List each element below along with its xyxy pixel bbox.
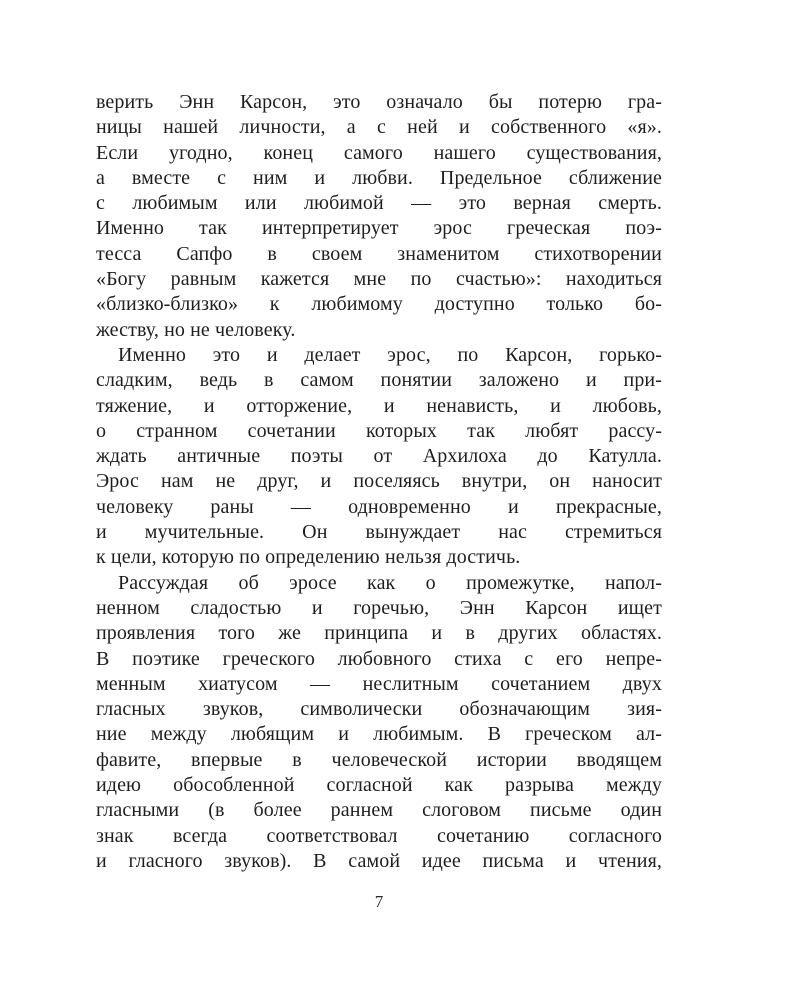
text-line: и гласного звуков). В самой идее письма и чтения, <box>96 849 662 872</box>
text-line: «близко-близко» к любимому доступно только бо- <box>96 293 662 316</box>
text-line: Эрос нам не друг, и поселяясь внутри, он наносит <box>96 470 662 493</box>
text-line: с любимым или любимой — это верная смерть. <box>96 192 662 215</box>
text-line: менным хиатусом — неслитным сочетанием двух <box>96 672 662 695</box>
text-line: тяжение, и отторжение, и ненависть, и любовь, <box>96 394 662 417</box>
text-line: Если угодно, конец самого нашего существования, <box>96 141 662 164</box>
text-line: фавите, впервые в человеческой истории вводящем <box>96 748 662 771</box>
text-line: верить Энн Карсон, это означало бы потерю гра- <box>96 91 662 113</box>
text-line: и мучительные. Он вынуждает нас стремиться <box>96 521 662 544</box>
page-text <box>96 90 662 874</box>
text-line: проявления того же принципа и в других областях. <box>96 622 662 645</box>
text-line: гласных звуков, символически обозначающим зия- <box>96 698 662 721</box>
text-line: а вместе с ним и любви. Предельное сближение <box>96 166 662 189</box>
text-line: к цели, которую по определению нельзя достичь. <box>96 546 521 569</box>
text-line: Именно это и делает эрос, по Карсон, горько- <box>118 343 662 366</box>
text-line: знак всегда соответствовал сочетанию согласного <box>96 824 662 847</box>
text-line: идею обособленной согласной как разрыва между <box>96 774 662 797</box>
text-line: ние между любящим и любимым. В греческом ал- <box>96 723 662 746</box>
text-line: Рассуждая об эросе как о промежутке, напол- <box>118 571 662 594</box>
text-line: гласными (в более раннем слоговом письме один <box>96 799 662 822</box>
page-number: 7 <box>374 892 384 911</box>
text-line: жеству, но не человеку. <box>96 318 296 341</box>
text-line: человеку раны — одновременно и прекрасные, <box>96 495 662 518</box>
text-line: ненном сладостью и горечью, Энн Карсон ищет <box>96 596 662 619</box>
paragraph <box>96 343 662 571</box>
text-line: сладким, ведь в самом понятии заложено и при- <box>96 369 662 392</box>
text-line: В поэтике греческого любовного стиха с его непре- <box>96 647 662 670</box>
paragraph <box>96 90 662 343</box>
text-line: ждать античные поэты от Архилоха до Катулла. <box>96 445 662 468</box>
text-line: Именно так интерпретирует эрос греческая поэ- <box>96 217 662 240</box>
text-line: «Богу равным кажется мне по счастью»: находиться <box>96 268 662 291</box>
paragraph <box>96 571 662 875</box>
text-line: о странном сочетании которых так любят рассу- <box>96 419 662 442</box>
text-line: тесса Сапфо в своем знаменитом стихотворении <box>96 242 662 265</box>
text-line: ницы нашей личности, а с ней и собственного «я». <box>96 116 662 139</box>
